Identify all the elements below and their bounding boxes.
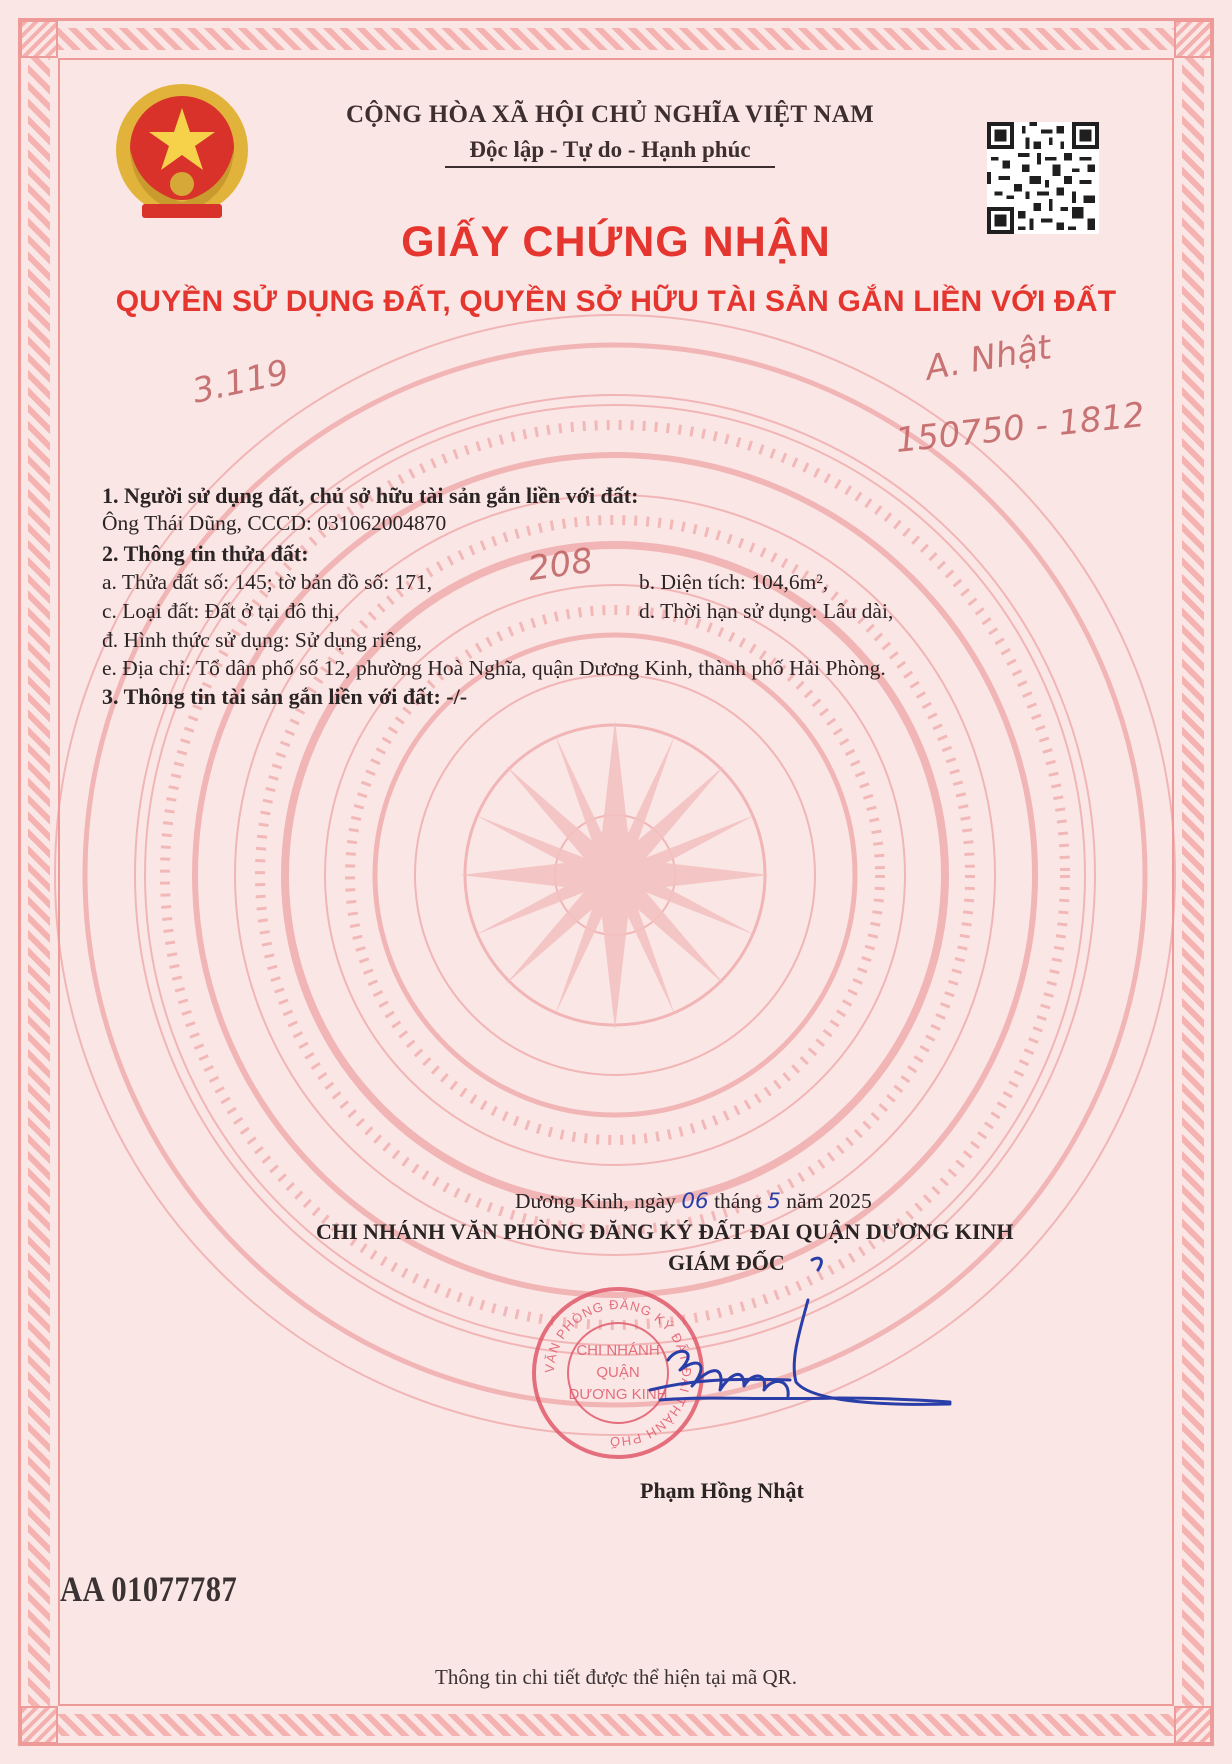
land-type: c. Loại đất: Đất ở tại đô thị, bbox=[102, 599, 340, 623]
corner-ornament bbox=[20, 1706, 58, 1744]
serial-number: AA 01077787 bbox=[60, 1569, 238, 1609]
certificate-title: GIẤY CHỨNG NHẬN bbox=[401, 218, 831, 266]
signature-icon bbox=[640, 1250, 960, 1420]
signing-date bbox=[515, 1188, 872, 1215]
handwritten-name: A. Nhật bbox=[922, 327, 1055, 389]
month-label: tháng bbox=[714, 1189, 762, 1213]
corner-ornament bbox=[1174, 1706, 1212, 1744]
handwritten-left-number: 3.119 bbox=[188, 352, 293, 412]
svg-text:QUẬN: QUẬN bbox=[596, 1364, 640, 1381]
signer-position: GIÁM ĐỐC bbox=[668, 1250, 785, 1275]
signing-place: Dương Kinh, ngày bbox=[515, 1189, 676, 1213]
issuing-office: CHI NHÁNH VĂN PHÒNG ĐĂNG KÝ ĐẤT ĐAI QUẬN DƯƠNG KINH bbox=[316, 1219, 1014, 1244]
signing-month: 5 bbox=[767, 1189, 781, 1214]
handwritten-right-number: 150750 - 1812 bbox=[893, 395, 1147, 461]
corner-ornament bbox=[1174, 20, 1212, 58]
nation-name: CỘNG HÒA XÃ HỘI CHỦ NGHĨA VIỆT NAM bbox=[345, 101, 875, 128]
usage-form: đ. Hình thức sử dụng: Sử dụng riêng, bbox=[102, 628, 422, 652]
section-1-heading: 1. Người sử dụng đất, chủ sở hữu tài sản gắn liền với đất: bbox=[102, 483, 639, 508]
footer-note: Thông tin chi tiết được thể hiện tại mã QR. bbox=[435, 1665, 797, 1689]
section-2-heading: 2. Thông tin thửa đất: bbox=[102, 541, 309, 566]
owner-info: Ông Thái Dũng, CCCD: 031062004870 bbox=[102, 511, 447, 535]
signing-year: năm 2025 bbox=[786, 1189, 872, 1213]
parcel-number: a. Thửa đất số: 145; tờ bản đồ số: 171, bbox=[102, 570, 433, 594]
parcel-address: e. Địa chỉ: Tổ dân phố số 12, phường Hoà Nghĩa, quận Dương Kinh, thành phố Hải Phòng. bbox=[102, 656, 886, 680]
certificate-subtitle: QUYỀN SỬ DỤNG ĐẤT, QUYỀN SỞ HỮU TÀI SẢN GẮN LIỀN VỚI ĐẤT bbox=[115, 285, 1117, 318]
svg-text:DƯƠNG KINH: DƯƠNG KINH bbox=[568, 1386, 668, 1403]
section-3-heading: 3. Thông tin tài sản gắn liền với đất: -/- bbox=[102, 684, 468, 709]
svg-text:VĂN PHÒNG ĐĂNG KÝ ĐẤT ĐAI THÀN: VĂN PHÒNG ĐĂNG KÝ ĐẤT ĐAI THÀNH PHỐ bbox=[541, 1296, 695, 1450]
parcel-area: b. Diện tích: 104,6m², bbox=[639, 570, 829, 594]
svg-text:CHI NHÁNH: CHI NHÁNH bbox=[576, 1342, 660, 1359]
usage-term: d. Thời hạn sử dụng: Lâu dài, bbox=[639, 599, 894, 623]
motto-underline bbox=[445, 166, 775, 168]
national-emblem-icon bbox=[108, 78, 256, 230]
corner-ornament bbox=[20, 20, 58, 58]
handwritten-parcel-note: 208 bbox=[525, 540, 596, 590]
signer-name: Phạm Hồng Nhật bbox=[640, 1478, 804, 1503]
signing-day: 06 bbox=[681, 1189, 709, 1214]
national-motto: Độc lập - Tự do - Hạnh phúc bbox=[469, 137, 751, 162]
